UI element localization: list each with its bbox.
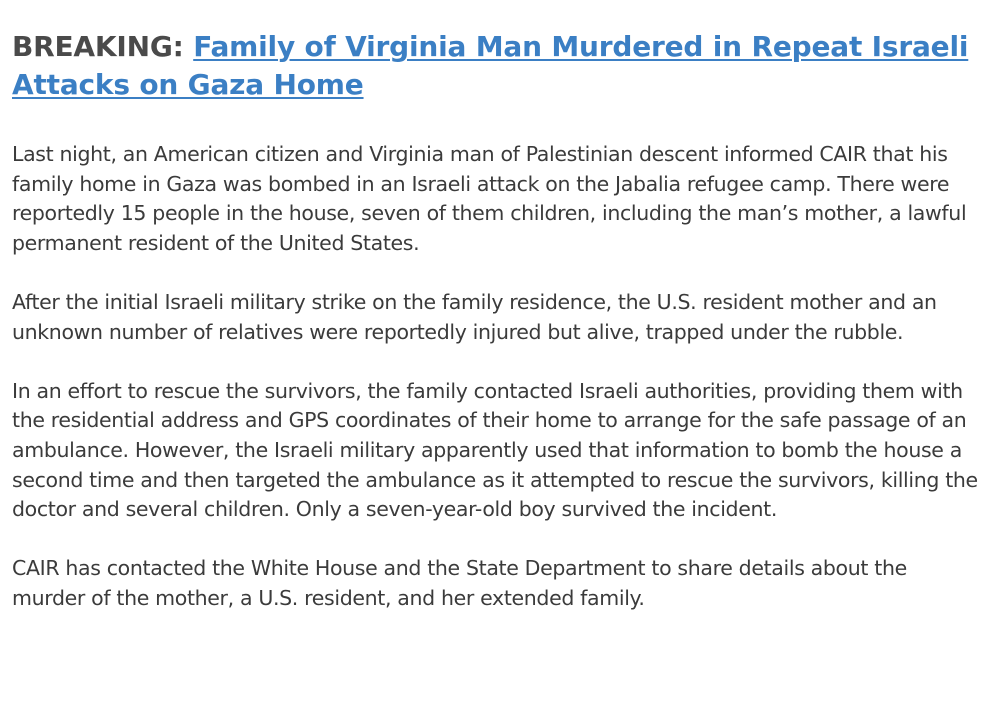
headline-link[interactable]: Family of Virginia Man Murdered in Repeat Israeli Attacks on Gaza Home [12,30,969,101]
paragraph-2: After the initial Israeli military strike on the family residence, the U.S. resident mother and an unknown number of relatives were reportedly injured but alive, trapped under the rubble. [12,289,937,344]
paragraph-1: Last night, an American citizen and Virginia man of Palestinian descent informed CAIR that his family home in Gaza was bombed in an Israeli attack on the Jabalia refugee camp. There were reportedly 15 people in the house, seven of them children, including the man’s mother, a lawful permanent resident of the United States. [12,142,967,255]
paragraph-4: CAIR has contacted the White House and the State Department to share details about the murder of the mother, a U.S. resident, and her extended family. [12,556,907,610]
paragraph-3: In an effort to rescue the survivors, the family contacted Israeli authorities, providing them with the residential address and GPS coordinates of their home to arrange for the safe passage of an ambulance. However, the Israeli military apparently used that information to bomb the house a second time and then targeted the ambulance as it attempted to rescue the survivors, killing the doctor and several children. Only a seven-year-old boy survived the incident. [12,378,978,522]
headline [12,28,980,104]
article [12,28,980,614]
breaking-tag: BREAKING: [12,30,184,63]
